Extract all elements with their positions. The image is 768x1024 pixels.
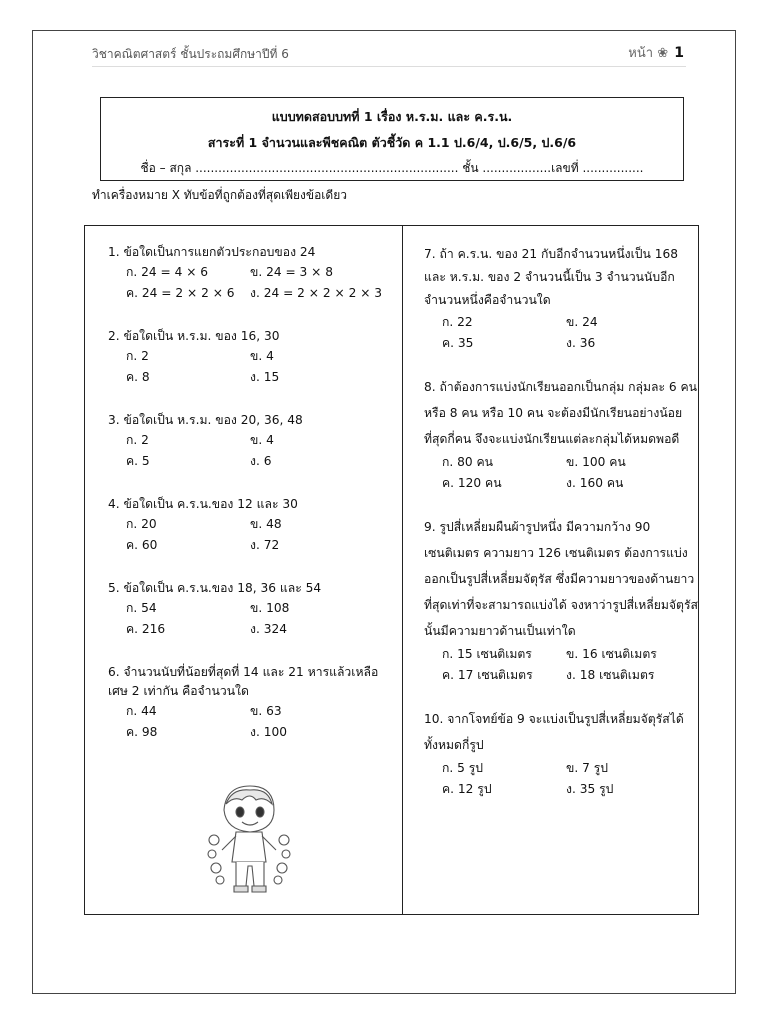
student-info-line: ชื่อ – สกุล ..................................................................... ชั้น ..................เลขที่ ................ <box>140 161 644 175</box>
question-text: 5. ข้อใดเป็น ค.ร.น.ของ 18, 36 และ 54 <box>108 581 322 595</box>
option-c[interactable]: ค. 60 <box>126 538 158 552</box>
option-b[interactable]: ข. 108 <box>250 601 290 615</box>
option-a[interactable]: ก. 2 <box>126 433 149 447</box>
option-d[interactable]: ง. 35 รูป <box>566 782 614 796</box>
option-b[interactable]: ข. 4 <box>250 433 274 447</box>
instruction: ทำเครื่องหมาย X ทับข้อที่ถูกต้องที่สุดเพียงข้อเดียว <box>92 188 347 202</box>
option-b[interactable]: ข. 100 คน <box>566 455 626 469</box>
option-c[interactable]: ค. 35 <box>442 336 474 350</box>
title-box <box>100 97 684 181</box>
option-c[interactable]: ค. 216 <box>126 622 166 636</box>
header-divider <box>92 66 686 67</box>
question-3 <box>108 411 398 472</box>
option-d[interactable]: ง. 100 <box>250 725 287 739</box>
option-b[interactable]: ข. 24 <box>566 315 598 329</box>
question-text: 3. ข้อใดเป็น ห.ร.ม. ของ 20, 36, 48 <box>108 413 303 427</box>
option-c[interactable]: ค. 24 = 2 × 2 × 6 <box>126 286 235 300</box>
option-a[interactable]: ก. 24 = 4 × 6 <box>126 265 209 279</box>
option-c[interactable]: ค. 12 รูป <box>442 782 492 796</box>
option-d[interactable]: ง. 324 <box>250 622 287 636</box>
option-d[interactable]: ง. 18 เซนติเมตร <box>566 668 655 682</box>
question-text: 4. ข้อใดเป็น ค.ร.น.ของ 12 และ 30 <box>108 497 298 511</box>
question-5 <box>108 579 398 640</box>
option-b[interactable]: ข. 7 รูป <box>566 761 608 775</box>
question-10 <box>424 706 698 800</box>
option-b[interactable]: ข. 16 เซนติเมตร <box>566 647 657 661</box>
option-a[interactable]: ก. 2 <box>126 349 149 363</box>
option-c[interactable]: ค. 120 คน <box>442 476 502 490</box>
question-text: 7. ถ้า ค.ร.น. ของ 21 กับอีกจำนวนหนึ่งเป็น 168 และ ห.ร.ม. ของ 2 จำนวนนี้เป็น 3 จำนวนนับอีกจำนวนหนึ่งคือจำนวนใด <box>424 247 678 307</box>
question-9 <box>424 514 698 686</box>
option-a[interactable]: ก. 5 รูป <box>442 761 484 775</box>
questions-right-column <box>424 243 698 820</box>
question-7 <box>424 243 698 354</box>
option-c[interactable]: ค. 8 <box>126 370 150 384</box>
question-2 <box>108 327 398 388</box>
option-d[interactable]: ง. 6 <box>250 454 272 468</box>
option-a[interactable]: ก. 20 <box>126 517 157 531</box>
option-d[interactable]: ง. 36 <box>566 336 596 350</box>
header-subject: วิชาคณิตศาสตร์ ชั้นประถมศึกษาปีที่ 6 <box>92 47 289 61</box>
questions-left-column <box>108 243 398 766</box>
question-1 <box>108 243 398 304</box>
option-a[interactable]: ก. 54 <box>126 601 157 615</box>
option-b[interactable]: ข. 63 <box>250 704 282 718</box>
option-d[interactable]: ง. 160 คน <box>566 476 624 490</box>
question-text: 10. จากโจทย์ข้อ 9 จะแบ่งเป็นรูปสี่เหลี่ยมจัตุรัสได้ทั้งหมดกี่รูป <box>424 712 684 752</box>
test-title: แบบทดสอบบทที่ 1 เรื่อง ห.ร.ม. และ ค.ร.น. <box>271 109 513 124</box>
question-8 <box>424 374 698 494</box>
option-a[interactable]: ก. 44 <box>126 704 157 718</box>
question-text: 2. ข้อใดเป็น ห.ร.ม. ของ 16, 30 <box>108 329 280 343</box>
question-6 <box>108 663 398 743</box>
question-text: 1. ข้อใดเป็นการแยกตัวประกอบของ 24 <box>108 245 316 259</box>
option-d[interactable]: ง. 15 <box>250 370 280 384</box>
question-4 <box>108 495 398 556</box>
option-c[interactable]: ค. 98 <box>126 725 158 739</box>
option-b[interactable]: ข. 24 = 3 × 8 <box>250 265 334 279</box>
question-text: 6. จำนวนนับที่น้อยที่สุดที่ 14 และ 21 หารแล้วเหลือเศษ 2 เท่ากัน คือจำนวนใด <box>108 665 379 698</box>
question-text: 8. ถ้าต้องการแบ่งนักเรียนออกเป็นกลุ่ม กลุ่มละ 6 คน หรือ 8 คน หรือ 10 คน จะต้องมีนักเรียนอย่างน้อยที่สุดกี่คน จึงจะแบ่งนักเรียนแต่ละกลุ่มได้หมดพอดี <box>424 380 698 446</box>
option-b[interactable]: ข. 4 <box>250 349 274 363</box>
question-text: 9. รูปสี่เหลี่ยมผืนผ้ารูปหนึ่ง มีความกว้าง 90 เซนติเมตร ความยาว 126 เซนติเมตร ต้องการแบ่งออกเป็นรูปสี่เหลี่ยมจัตุรัส ซึ่งมีความยาวของด้านยาวที่สุดเท่าที่จะสามารถแบ่งได้ จงหาว่ารูปสี่เหลี่ยมจัตุรัสนั้นมีความยาวด้านเป็นเท่าใด <box>424 520 698 638</box>
column-divider <box>402 225 403 915</box>
option-c[interactable]: ค. 5 <box>126 454 150 468</box>
test-subtitle: สาระที่ 1 จำนวนและพีชคณิต ตัวชี้วัด ค 1.1 ป.6/4, ป.6/5, ป.6/6 <box>207 135 577 150</box>
option-c[interactable]: ค. 17 เซนติเมตร <box>442 668 533 682</box>
option-d[interactable]: ง. 72 <box>250 538 280 552</box>
option-a[interactable]: ก. 80 คน <box>442 455 493 469</box>
option-a[interactable]: ก. 22 <box>442 315 473 329</box>
option-d[interactable]: ง. 24 = 2 × 2 × 2 × 3 <box>250 286 383 300</box>
page-number: 1 <box>674 45 684 61</box>
page-label: หน้า <box>628 46 654 61</box>
option-a[interactable]: ก. 15 เซนติเมตร <box>442 647 532 661</box>
header-page <box>628 42 684 63</box>
option-b[interactable]: ข. 48 <box>250 517 282 531</box>
boy-mascot-illustration <box>206 780 292 900</box>
school-emblem-icon: ❀ <box>657 46 669 61</box>
